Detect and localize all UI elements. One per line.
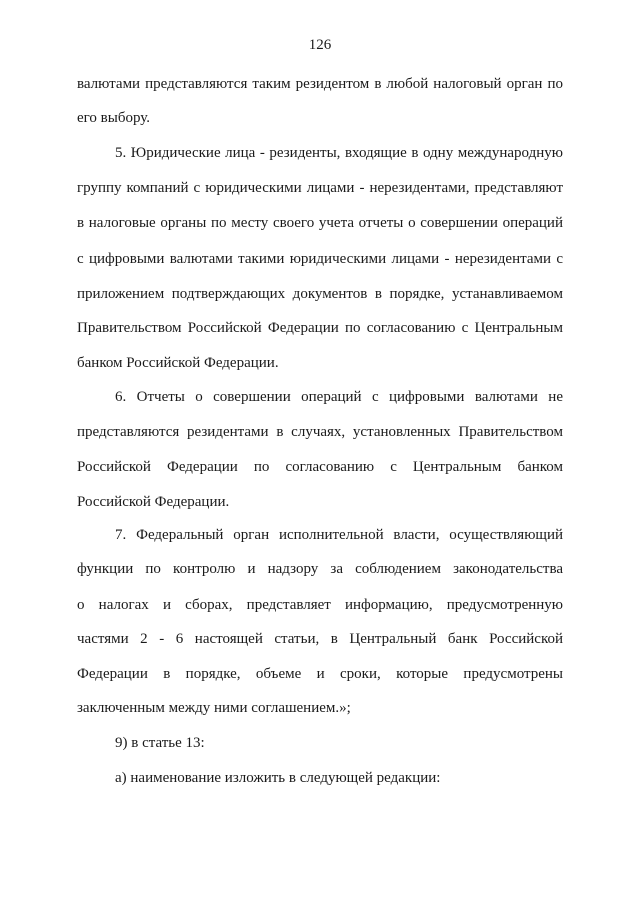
text-line: приложением подтверждающих документов в порядке, устанавливаемом	[77, 286, 563, 302]
text-line: группу компаний с юридическими лицами - нерезидентами, представляют	[77, 180, 563, 196]
item-a: а) наименование изложить в следующей редакции:	[115, 770, 441, 786]
text-line: представляются резидентами в случаях, установленных Правительством	[77, 424, 563, 440]
text-line: Правительством Российской Федерации по согласованию с Центральным	[77, 320, 563, 336]
text-line: о налогах и сборах, представляет информацию, предусмотренную	[77, 597, 563, 613]
text-line: с цифровыми валютами такими юридическими лицами - нерезидентами с	[77, 251, 563, 267]
item-9: 9) в статье 13:	[115, 735, 205, 751]
text-line: Федерации в порядке, объеме и сроки, которые предусмотрены	[77, 666, 563, 682]
text-line: частями 2 - 6 настоящей статьи, в Центральный банк Российской	[77, 631, 563, 647]
paragraph-7-start: 7. Федеральный орган исполнительной власти, осуществляющий	[115, 527, 563, 543]
text-line: валютами представляются таким резидентом в любой налоговый орган по	[77, 76, 563, 92]
text-line: банком Российской Федерации.	[77, 355, 279, 371]
paragraph-5-start: 5. Юридические лица - резиденты, входящие в одну международную	[115, 145, 563, 161]
text-line: Российской Федерации.	[77, 494, 230, 510]
text-line: заключенным между ними соглашением.»;	[77, 700, 351, 716]
page-number: 126	[308, 37, 332, 53]
text-line: его выбору.	[77, 110, 151, 126]
text-line: Российской Федерации по согласованию с Центральным банком	[77, 459, 563, 475]
paragraph-6-start: 6. Отчеты о совершении операций с цифровыми валютами не	[115, 389, 563, 405]
text-line: в налоговые органы по месту своего учета отчеты о совершении операций	[77, 215, 563, 231]
text-line: функции по контролю и надзору за соблюдением законодательства	[77, 561, 563, 577]
